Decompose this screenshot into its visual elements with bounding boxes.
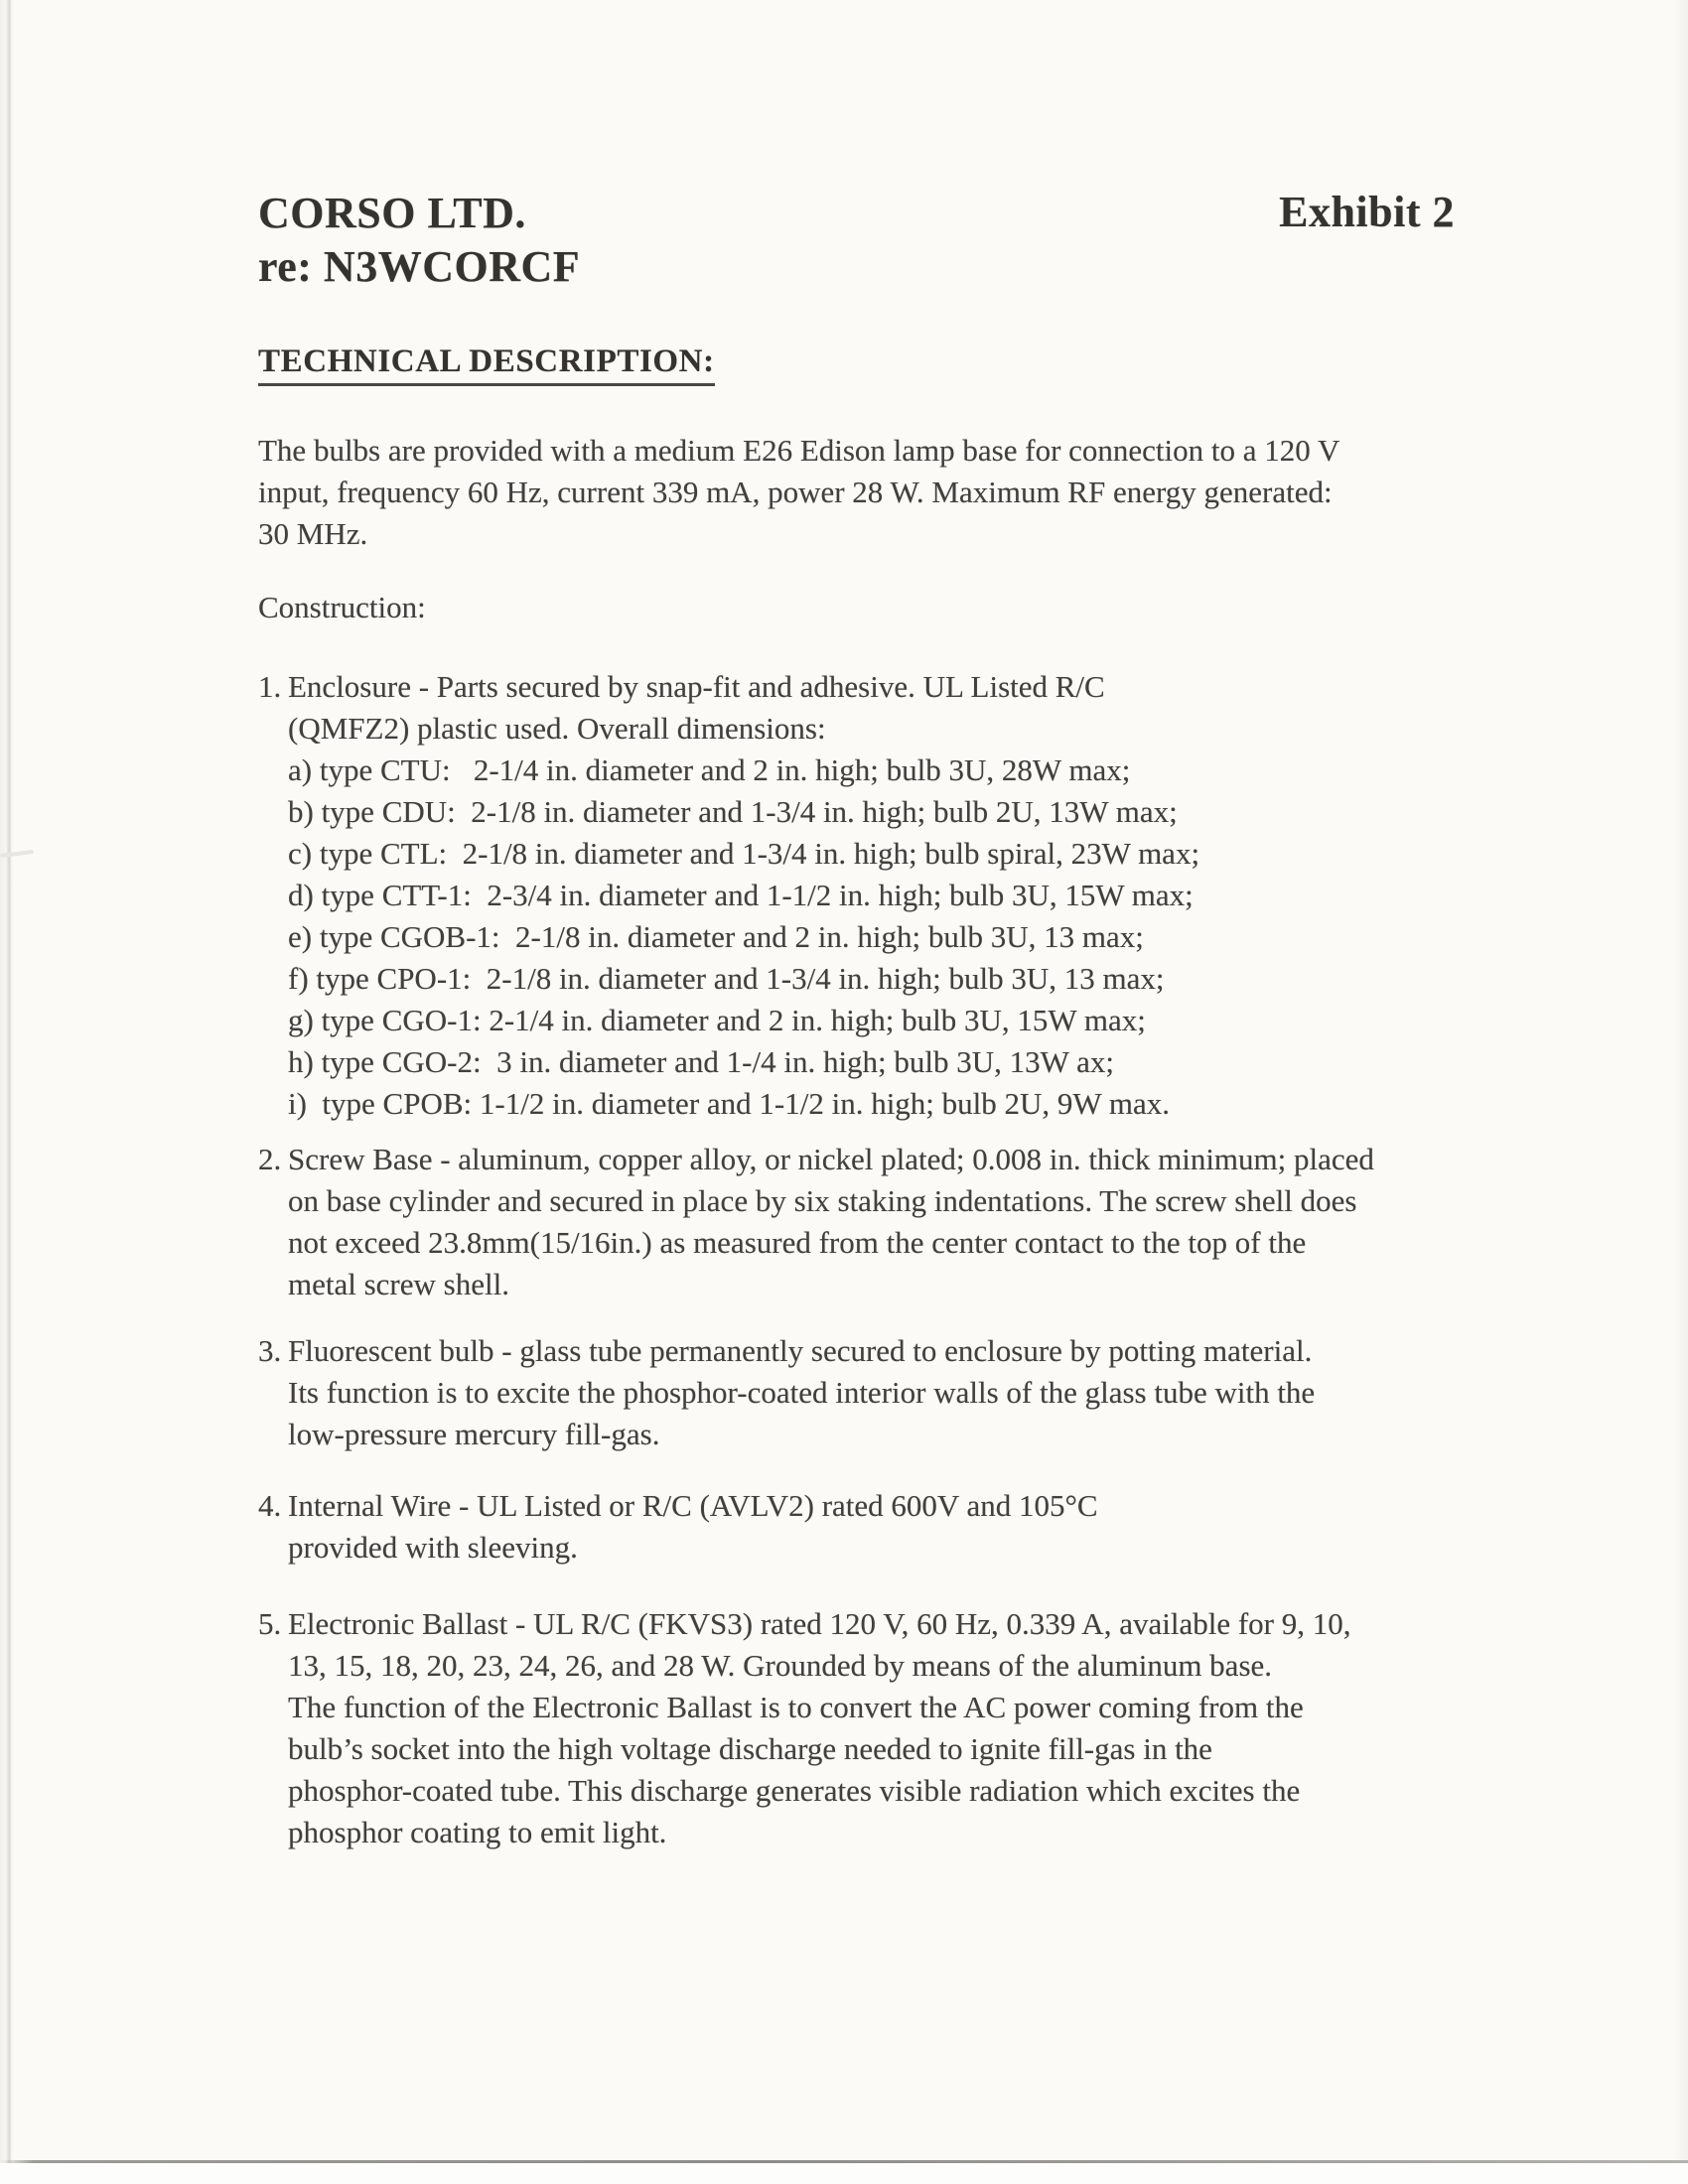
item-line: c) type CTL: 2-1/8 in. diameter and 1-3/4 in. high; bulb spiral, 23W max; <box>288 836 1200 871</box>
company-name: CORSO LTD. <box>258 189 526 237</box>
reference-line: re: N3WCORCF <box>258 242 581 291</box>
item-line: phosphor coating to emit light. <box>288 1815 667 1849</box>
item-line: provided with sleeving. <box>288 1530 578 1565</box>
scan-left-paper-edge <box>0 0 13 2166</box>
item-line: Electronic Ballast - UL R/C (FKVS3) rated 120 V, 60 Hz, 0.339 A, available for 9, 10, <box>288 1606 1351 1641</box>
numbered-list <box>258 666 1455 1853</box>
item-line: h) type CGO-2: 3 in. diameter and 1-/4 in. high; bulb 3U, 13W ax; <box>288 1044 1114 1079</box>
list-item-enclosure <box>258 666 1455 1125</box>
item-line: Screw Base - aluminum, copper alloy, or nickel plated; 0.008 in. thick minimum; placed <box>288 1142 1374 1176</box>
section-title-row <box>258 343 1455 386</box>
item-line: i) type CPOB: 1-1/2 in. diameter and 1-1/2 in. high; bulb 2U, 9W max. <box>288 1086 1170 1121</box>
intro-paragraph <box>258 430 1455 555</box>
list-item-screw-base <box>258 1139 1455 1305</box>
item-number: 3. <box>258 1333 282 1368</box>
item-line: not exceed 23.8mm(15/16in.) as measured from the center contact to the top of the <box>288 1225 1307 1260</box>
item-line: low-pressure mercury fill-gas. <box>288 1417 660 1451</box>
construction-label-row <box>258 587 1455 628</box>
item-line: metal screw shell. <box>288 1267 509 1301</box>
intro-line: 30 MHz. <box>258 516 368 551</box>
item-line: Its function is to excite the phosphor-coated interior walls of the glass tube with the <box>288 1375 1316 1410</box>
exhibit-label: Exhibit 2 <box>1279 188 1455 236</box>
list-item-electronic-ballast <box>258 1603 1455 1853</box>
item-number: 1. <box>258 669 282 704</box>
document-header <box>258 187 1455 294</box>
item-line: Fluorescent bulb - glass tube permanently secured to enclosure by potting material. <box>288 1333 1313 1368</box>
section-title: TECHNICAL DESCRIPTION: <box>258 343 715 386</box>
item-line: Internal Wire - UL Listed or R/C (AVLV2) rated 600V and 105°C <box>288 1488 1098 1523</box>
intro-line: input, frequency 60 Hz, current 339 mA, power 28 W. Maximum RF energy generated: <box>258 475 1333 509</box>
item-line: bulb’s socket into the high voltage discharge needed to ignite fill-gas in the <box>288 1731 1212 1766</box>
intro-line: The bulbs are provided with a medium E26 Edison lamp base for connection to a 120 V <box>258 433 1340 468</box>
item-line: d) type CTT-1: 2-3/4 in. diameter and 1-1/2 in. high; bulb 3U, 15W max; <box>288 878 1194 912</box>
item-line: Enclosure - Parts secured by snap-fit and adhesive. UL Listed R/C <box>288 669 1105 704</box>
item-line: 13, 15, 18, 20, 23, 24, 26, and 28 W. Grounded by means of the aluminum base. <box>288 1648 1273 1683</box>
item-line: a) type CTU: 2-1/4 in. diameter and 2 in. high; bulb 3U, 28W max; <box>288 752 1131 787</box>
list-item-fluorescent-bulb <box>258 1330 1455 1455</box>
item-number: 2. <box>258 1142 282 1176</box>
item-line: on base cylinder and secured in place by six staking indentations. The screw shell does <box>288 1183 1357 1218</box>
item-line: f) type CPO-1: 2-1/8 in. diameter and 1-3/4 in. high; bulb 3U, 13 max; <box>288 961 1165 996</box>
scan-below-page-area <box>0 2163 1688 2184</box>
item-line: phosphor-coated tube. This discharge generates visible radiation which excites the <box>288 1773 1301 1808</box>
item-line: The function of the Electronic Ballast is to convert the AC power coming from the <box>288 1690 1304 1724</box>
item-line: (QMFZ2) plastic used. Overall dimensions: <box>288 711 826 746</box>
construction-label: Construction: <box>258 590 426 624</box>
header-left-block <box>258 187 580 294</box>
item-line: g) type CGO-1: 2-1/4 in. diameter and 2 in. high; bulb 3U, 15W max; <box>288 1003 1146 1037</box>
item-number: 4. <box>258 1488 282 1523</box>
scan-right-shade <box>1674 0 1688 2164</box>
document-content <box>258 187 1455 1853</box>
item-number: 5. <box>258 1606 282 1641</box>
item-line: b) type CDU: 2-1/8 in. diameter and 1-3/4 in. high; bulb 2U, 13W max; <box>288 794 1178 829</box>
list-item-internal-wire <box>258 1485 1455 1569</box>
item-line: e) type CGOB-1: 2-1/8 in. diameter and 2 in. high; bulb 3U, 13 max; <box>288 919 1144 954</box>
